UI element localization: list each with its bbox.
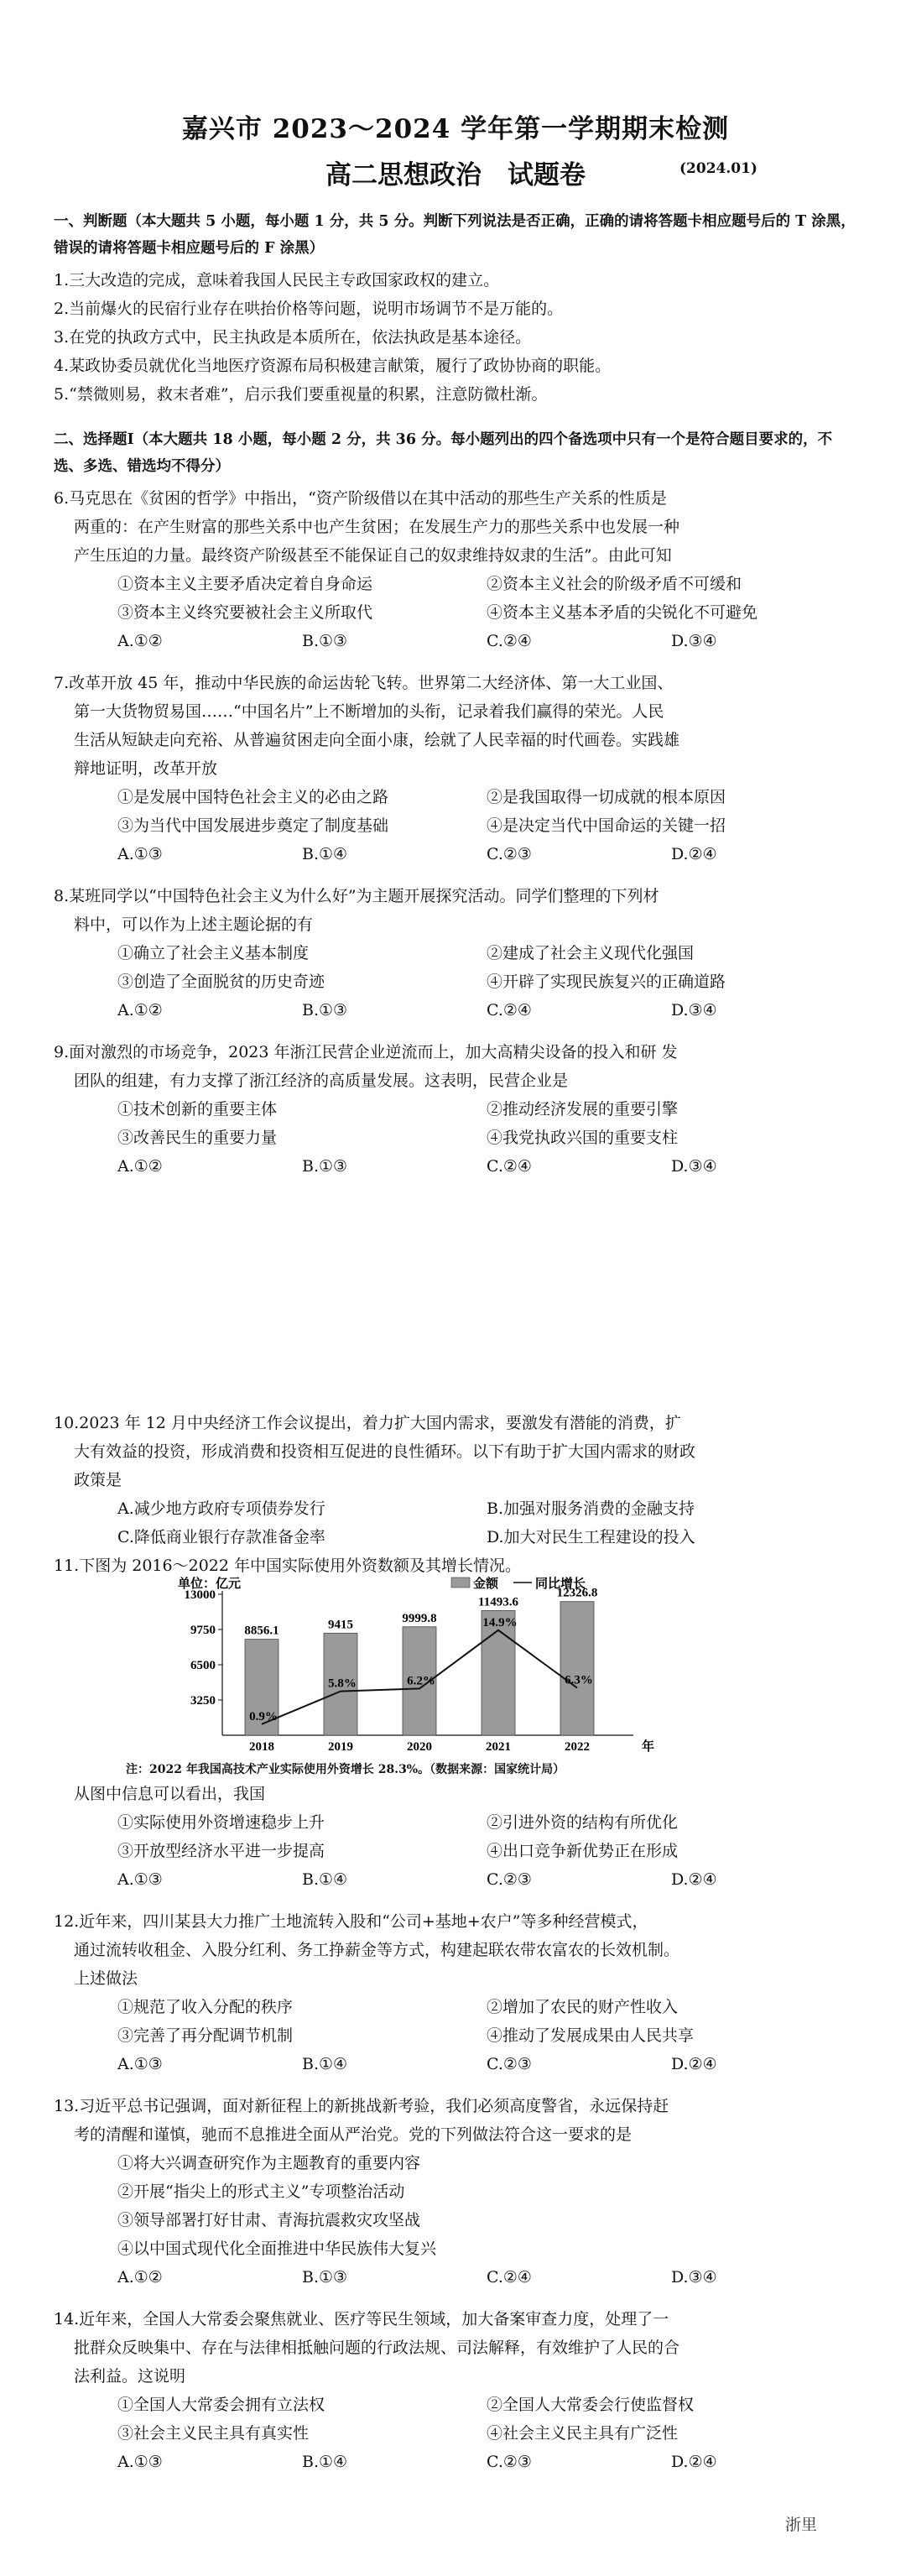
q12-choice-b: B.①④ <box>302 2055 348 2073</box>
bar-label-2022: 12326.8 <box>556 1586 598 1600</box>
growth-label-2020: 6.2% <box>407 1674 435 1688</box>
x-tick-2018: 2018 <box>249 1740 274 1754</box>
q12-choice-c: C.②③ <box>487 2055 532 2073</box>
q11-option-1: ①实际使用外资增速稳步上升 <box>117 1813 325 1832</box>
footer-watermark: 浙里 <box>785 2516 818 2534</box>
q11-choice-a: A.①③ <box>117 1870 163 1889</box>
x-tick-2022: 2022 <box>565 1740 590 1754</box>
judge-item-2: 2.当前爆火的民宿行业存在哄抬价格等问题，说明市场调节不是万能的。 <box>54 300 564 318</box>
q12-stem-3: 上述做法 <box>74 1969 138 1988</box>
q7-choice-b: B.①④ <box>302 845 348 863</box>
q12-stem-1: 12.近年来，四川某县大力推广土地流转入股和“公司+基地+农户”等多种经营模式， <box>54 1912 648 1931</box>
q6-choice-b: B.①③ <box>302 632 348 650</box>
growth-label-2019: 5.8% <box>328 1676 357 1691</box>
q9-choice-c: C.②④ <box>487 1157 532 1176</box>
q11-option-4: ④出口竞争新优势正在形成 <box>487 1842 679 1860</box>
q14-stem-2: 批群众反映集中、存在与法律相抵触问题的行政法规、司法解释，有效维护了人民的合 <box>74 2339 680 2357</box>
q8-stem-2: 料中，可以作为上述主题论据的有 <box>74 915 314 934</box>
exam-subtitle <box>0 154 911 191</box>
bar-label-2018: 8856.1 <box>244 1624 279 1638</box>
q13-choice-b: B.①③ <box>302 2268 348 2287</box>
judge-item-4: 4.某政协委员就优化当地医疗资源布局积极建言献策，履行了政协协商的职能。 <box>54 357 612 375</box>
bar-label-2019: 9415 <box>328 1618 353 1632</box>
q7-option-4: ④是决定当代中国命运的关键一招 <box>487 816 726 835</box>
q9-option-1: ①技术创新的重要主体 <box>117 1100 278 1119</box>
judge-item-3: 3.在党的执政方式中，民主执政是本质所在，依法执政是基本途径。 <box>54 328 532 347</box>
q13-choice-d: D.③④ <box>671 2268 717 2287</box>
q7-stem-3: 生活从短缺走向充裕、从普遍贫困走向全面小康，绘就了人民幸福的时代画卷。实践雄 <box>74 731 680 749</box>
y-tick-label: 13000 <box>184 1588 216 1602</box>
q6-choice-a: A.①② <box>117 632 163 650</box>
x-tick-2019: 2019 <box>328 1740 353 1754</box>
y-tick-label: 3250 <box>190 1694 216 1708</box>
q12-option-4: ④推动了发展成果由人民共享 <box>487 2026 695 2045</box>
q14-option-1: ①全国人大常委会拥有立法权 <box>117 2396 325 2414</box>
q14-option-4: ④社会主义民主具有广泛性 <box>487 2424 679 2443</box>
q10-stem-3: 政策是 <box>74 1471 122 1489</box>
q12-option-3: ③完善了再分配调节机制 <box>117 2026 294 2045</box>
q6-choice-c: C.②④ <box>487 632 532 650</box>
q13-choice-c: C.②④ <box>487 2268 532 2287</box>
x-axis-suffix: 年 <box>642 1740 655 1754</box>
exam-title: 嘉兴市 2023～2024 学年第一学期期末检测 <box>181 114 730 144</box>
q11-option-2: ②引进外资的结构有所优化 <box>487 1813 679 1832</box>
growth-label-2022: 6.3% <box>565 1673 593 1687</box>
bar-label-2021: 11493.6 <box>478 1595 518 1609</box>
q14-option-3: ③社会主义民主具有真实性 <box>117 2424 310 2443</box>
q11-after: 从图中信息可以看出，我国 <box>74 1785 266 1803</box>
q6-choice-d: D.③④ <box>671 632 717 650</box>
chart-note: 注：2022 年我国高技术产业实际使用外资增长 28.3%。（数据来源：国家统计局） <box>126 1763 565 1776</box>
section1-heading: 一、判断题（本大题共 5 小题，每小题 1 分，共 5 分。判断下列说法是否正确，正确的请将答题卡相应题号后的 T 涂黑，错误的请将答题卡相应题号后的 F 涂黑） <box>54 213 856 257</box>
subject-title: 高二思想政治 试题卷 <box>325 160 586 190</box>
q13-option-3: ③领导部署打好甘肃、青海抗震救灾攻坚战 <box>117 2211 421 2229</box>
q8-choice-b: B.①③ <box>302 1001 348 1019</box>
growth-label-2018: 0.9% <box>249 1709 278 1723</box>
q7-choice-c: C.②③ <box>487 845 532 863</box>
q14-choice-c: C.②③ <box>487 2453 532 2471</box>
q14-option-2: ②全国人大常委会行使监督权 <box>487 2396 695 2414</box>
q14-choice-b: B.①④ <box>302 2453 348 2471</box>
q7-option-2: ②是我国取得一切成就的根本原因 <box>487 788 726 806</box>
chart-unit-label: 单位：亿元 <box>178 1577 242 1591</box>
q7-stem-2: 第一大货物贸易国……“中国名片”上不断增加的头衔，记录着我们赢得的荣光。人民 <box>74 702 664 721</box>
q13-stem-2: 考的清醒和谨慎，驰而不息推进全面从严治党。党的下列做法符合这一要求的是 <box>74 2125 632 2144</box>
q11-choice-c: C.②③ <box>487 1870 532 1889</box>
q9-option-3: ③改善民生的重要力量 <box>117 1129 278 1147</box>
q6-option-3: ③资本主义终究要被社会主义所取代 <box>117 603 373 622</box>
q12-choice-a: A.①③ <box>117 2055 163 2073</box>
q7-stem-4: 辩地证明，改革开放 <box>74 759 218 778</box>
x-tick-2020: 2020 <box>407 1740 432 1754</box>
legend-growth: 同比增长 <box>535 1577 586 1591</box>
y-tick-label: 9750 <box>190 1624 216 1637</box>
q9-choice-b: B.①③ <box>302 1157 348 1176</box>
q12-stem-2: 通过流转收租金、入股分红利、务工挣薪金等方式，构建起联农带农富农的长效机制。 <box>74 1941 680 1959</box>
legend-bar-swatch <box>451 1577 470 1588</box>
q8-option-3: ③创造了全面脱贫的历史奇迹 <box>117 973 325 991</box>
x-tick-2021: 2021 <box>486 1740 511 1754</box>
q10-option-c: C.降低商业银行存款准备金率 <box>117 1528 325 1546</box>
q8-stem-1: 8.某班同学以“中国特色社会主义为什么好”为主题开展探究活动。同学们整理的下列材 <box>54 887 659 905</box>
q6-stem-3: 产生压迫的力量。最终资产阶级甚至不能保证自己的奴隶维持奴隶的生活”。由此可知 <box>74 546 672 565</box>
q13-option-2: ②开展“指尖上的形式主义”专项整治活动 <box>117 2182 405 2201</box>
q7-choice-d: D.②④ <box>671 845 717 863</box>
q6-option-4: ④资本主义基本矛盾的尖锐化不可避免 <box>487 603 758 622</box>
q10-stem-1: 10.2023 年 12 月中央经济工作会议提出，着力扩大国内需求，要激发有潜能的消费，扩 <box>54 1414 681 1432</box>
q9-option-4: ④我党执政兴国的重要支柱 <box>487 1129 679 1147</box>
exam-date: (2024.01) <box>679 160 757 177</box>
q8-option-1: ①确立了社会主义基本制度 <box>117 944 310 962</box>
q6-stem-2: 两重的：在产生财富的那些关系中也产生贫困；在发展生产力的那些关系中也发展一种 <box>74 518 680 536</box>
q7-choice-a: A.①③ <box>117 845 163 863</box>
q8-choice-d: D.③④ <box>671 1001 717 1019</box>
q10-stem-2: 大有效益的投资，形成消费和投资相互促进的良性循环。以下有助于扩大国内需求的财政 <box>74 1442 696 1461</box>
q11-stem: 11.下图为 2016～2022 年中国实际使用外资数额及其增长情况。 <box>54 1557 522 1575</box>
q14-stem-3: 法利益。这说明 <box>74 2367 186 2386</box>
bar-2022 <box>560 1602 594 1735</box>
q8-choice-c: C.②④ <box>487 1001 532 1019</box>
chart-header <box>178 1576 586 1591</box>
q12-choice-d: D.②④ <box>671 2055 717 2073</box>
q14-choice-a: A.①③ <box>117 2453 163 2471</box>
q14-stem-1: 14.近年来，全国人大常委会聚焦就业、医疗等民生领域，加大备案审查力度，处理了一 <box>54 2310 669 2328</box>
judge-item-5: 5.“禁微则易，救末者难”，启示我们要重视量的积累，注意防微杜渐。 <box>54 385 548 404</box>
q6-stem-1: 6.马克思在《贫困的哲学》中指出，“资产阶级借以在其中活动的那些生产关系的性质是 <box>54 489 667 508</box>
q11-choice-d: D.②④ <box>671 1870 717 1889</box>
q10-option-d: D.加大对民生工程建设的投入 <box>487 1528 695 1546</box>
q9-choice-d: D.③④ <box>671 1157 717 1176</box>
q10-option-a: A.减少地方政府专项债券发行 <box>117 1499 325 1518</box>
growth-label-2021: 14.9% <box>482 1615 518 1630</box>
q8-option-4: ④开辟了实现民族复兴的正确道路 <box>487 973 726 991</box>
q13-choice-a: A.①② <box>117 2268 163 2287</box>
q14-choice-d: D.②④ <box>671 2453 717 2471</box>
judge-item-1: 1.三大改造的完成，意味着我国人民民主专政国家政权的建立。 <box>54 271 500 289</box>
q7-option-1: ①是发展中国特色社会主义的必由之路 <box>117 788 389 806</box>
q6-option-1: ①资本主义主要矛盾决定着自身命运 <box>117 575 373 593</box>
foreign-investment-chart <box>134 1567 671 1760</box>
q9-stem-2: 团队的组建，有力支撑了浙江经济的高质量发展。这表明，民营企业是 <box>74 1072 569 1090</box>
legend-amount: 金额 <box>473 1577 499 1591</box>
q13-option-4: ④以中国式现代化全面推进中华民族伟大复兴 <box>117 2240 437 2258</box>
q12-option-2: ②增加了农民的财产性收入 <box>487 1998 679 2016</box>
y-tick-label: 6500 <box>190 1659 216 1672</box>
q9-choice-a: A.①② <box>117 1157 163 1176</box>
q8-choice-a: A.①② <box>117 1001 163 1019</box>
section2-heading: 二、选择题Ⅰ（本大题共 18 小题，每小题 2 分，共 36 分。每小题列出的四个备选项中只有一个是符合题目要求的，不选、多选、错选均不得分） <box>54 431 833 475</box>
q9-stem-1: 9.面对激烈的市场竞争，2023 年浙江民营企业逆流而上，加大高精尖设备的投入和研 发 <box>54 1043 678 1061</box>
bar-label-2020: 9999.8 <box>402 1611 437 1625</box>
q9-option-2: ②推动经济发展的重要引擎 <box>487 1100 679 1119</box>
q6-option-2: ②资本主义社会的阶级矛盾不可缓和 <box>487 575 742 593</box>
q12-option-1: ①规范了收入分配的秩序 <box>117 1998 294 2016</box>
q13-stem-1: 13.习近平总书记强调，面对新征程上的新挑战新考验，我们必须高度警省，永远保持赶 <box>54 2097 669 2115</box>
q11-option-3: ③开放型经济水平进一步提高 <box>117 1842 325 1860</box>
q7-stem-1: 7.改革开放 45 年，推动中华民族的命运齿轮飞转。世界第二大经济体、第一大工业国、 <box>54 674 674 692</box>
q7-option-3: ③为当代中国发展进步奠定了制度基础 <box>117 816 389 835</box>
q13-option-1: ①将大兴调查研究作为主题教育的重要内容 <box>117 2154 421 2172</box>
q11-choice-b: B.①④ <box>302 1870 348 1889</box>
q10-option-b: B.加强对服务消费的金融支持 <box>487 1499 695 1518</box>
q8-option-2: ②建成了社会主义现代化强国 <box>487 944 695 962</box>
